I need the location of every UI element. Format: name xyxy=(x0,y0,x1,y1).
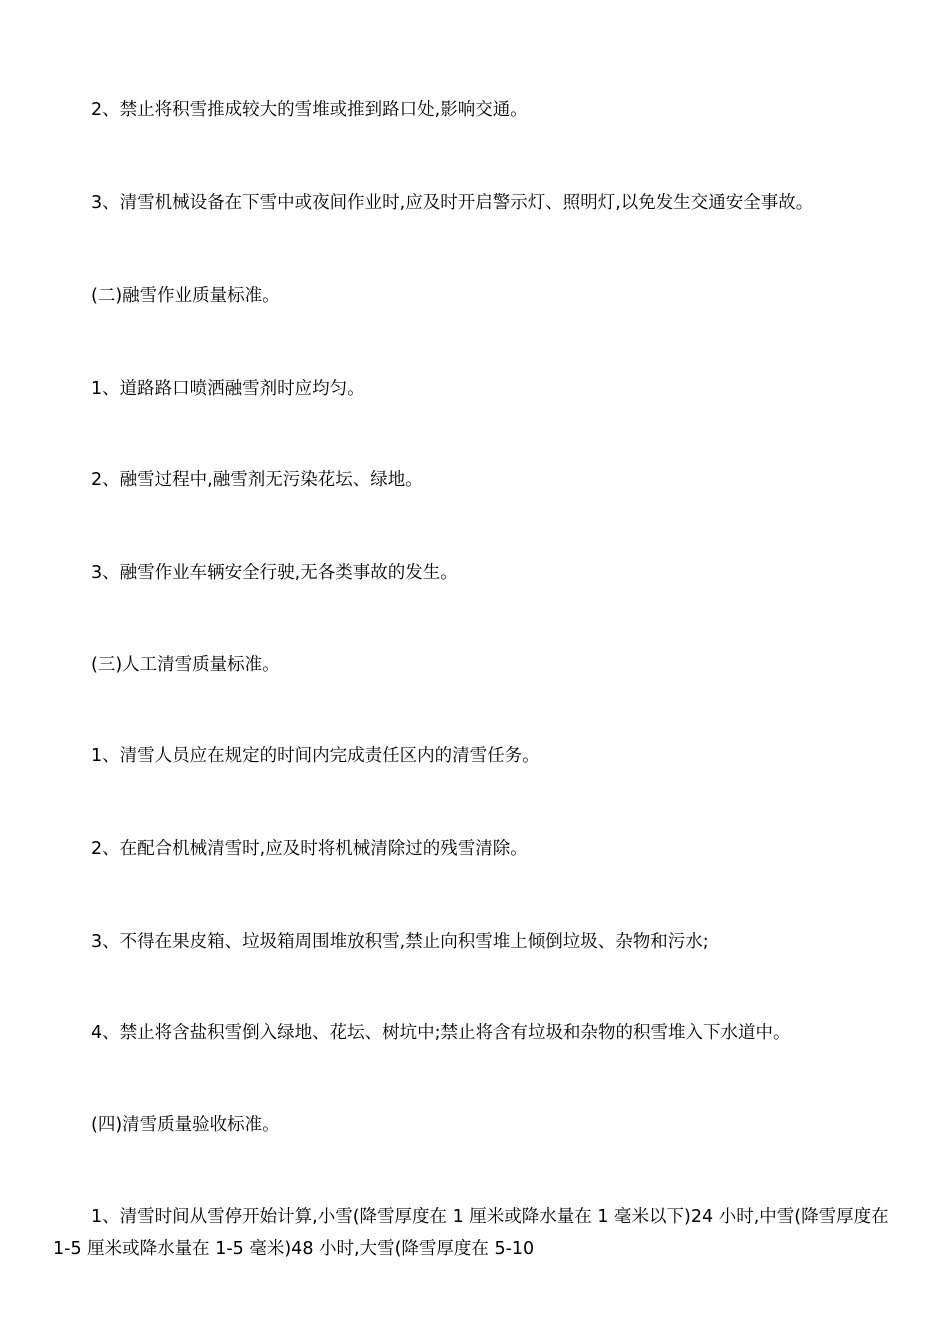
section-heading-manual-clearing: (三)人工清雪质量标准。 xyxy=(91,655,280,675)
paragraph-vehicle-safety: 3、融雪作业车辆安全行驶,无各类事故的发生。 xyxy=(91,563,458,583)
paragraph-snow-pile-rule: 2、禁止将积雪推成较大的雪堆或推到路口处,影响交通。 xyxy=(91,100,528,120)
paragraph-clearing-time: 1、清雪时间从雪停开始计算,小雪(降雪厚度在 1 厘米或降水量在 1 毫米以下)24 小时,中雪(降雪厚度在 1-5 厘米或降水量在 1-5 毫米)48 小时,大雪(降雪厚度在 5-10 xyxy=(53,1207,889,1259)
paragraph-no-pollution: 2、融雪过程中,融雪剂无污染花坛、绿地。 xyxy=(91,470,423,490)
paragraph-spray-evenly: 1、道路路口喷洒融雪剂时应均匀。 xyxy=(91,379,365,399)
paragraph-residual-snow: 2、在配合机械清雪时,应及时将机械清除过的残雪清除。 xyxy=(91,839,528,859)
paragraph-complete-task: 1、清雪人员应在规定的时间内完成责任区内的清雪任务。 xyxy=(91,746,540,766)
section-heading-acceptance: (四)清雪质量验收标准。 xyxy=(91,1115,280,1135)
section-heading-snow-melting: (二)融雪作业质量标准。 xyxy=(91,286,280,306)
paragraph-warning-lights-rule: 3、清雪机械设备在下雪中或夜间作业时,应及时开启警示灯、照明灯,以免发生交通安全事故。 xyxy=(91,193,814,213)
paragraph-no-piling-near-bins: 3、不得在果皮箱、垃圾箱周围堆放积雪,禁止向积雪堆上倾倒垃圾、杂物和污水; xyxy=(91,932,709,952)
paragraph-no-salt-snow: 4、禁止将含盐积雪倒入绿地、花坛、树坑中;禁止将含有垃圾和杂物的积雪堆入下水道中。 xyxy=(91,1023,791,1043)
